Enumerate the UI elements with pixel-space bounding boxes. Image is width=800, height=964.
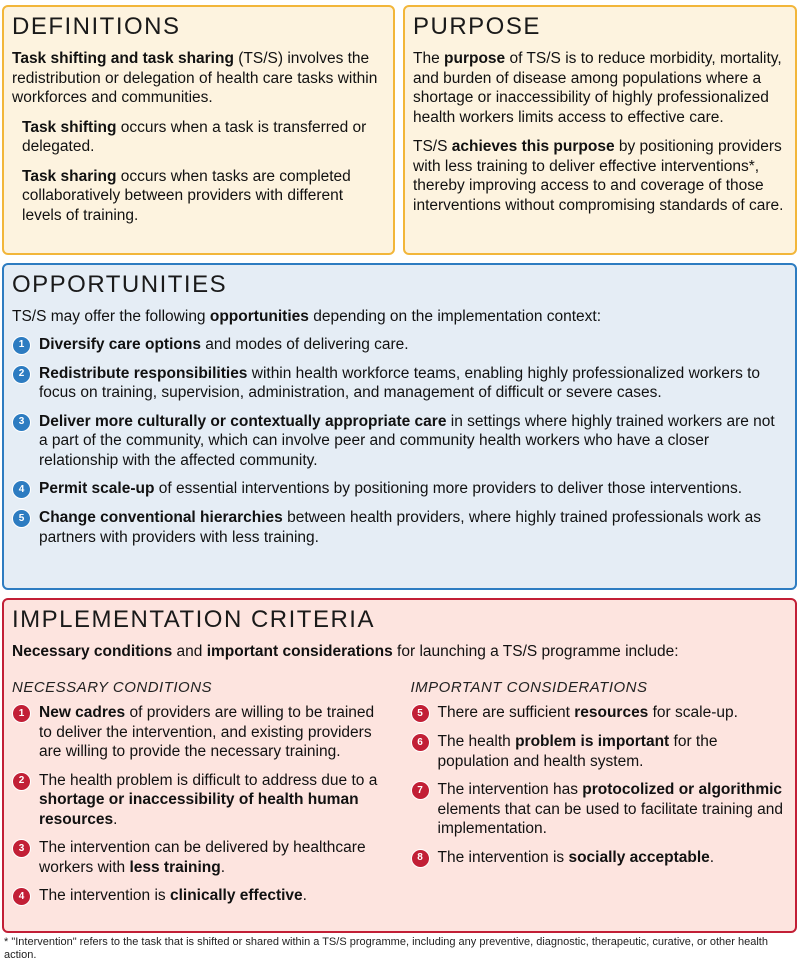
text: elements that can be used to facilitate training and implementation. [437, 800, 784, 837]
necessary-conditions-column [12, 678, 389, 916]
purpose-paragraph [413, 49, 787, 127]
opportunities-title: OPPORTUNITIES [12, 271, 228, 298]
text: occurs when a task is transferred or delegated. [22, 118, 367, 155]
text: The intervention is [437, 848, 569, 866]
opportunities-list [12, 335, 787, 548]
text: between health providers, where highly trained professionals work as partners with providers with less training. [39, 509, 761, 546]
item-text [438, 780, 788, 839]
list-item [12, 886, 389, 906]
text: depending on the implementation context: [308, 308, 602, 325]
bold-text: New cadres [39, 704, 126, 721]
definition-ts-s [12, 49, 385, 108]
number-badge: 8 [411, 849, 430, 868]
list-item [12, 335, 787, 355]
necessary-conditions-list [12, 703, 389, 906]
text: The [413, 50, 445, 67]
text: . [709, 848, 715, 866]
number-badge: 2 [12, 365, 31, 384]
bold-text: achieves this purpose [451, 138, 615, 155]
text: The intervention is [39, 887, 170, 904]
number-badge: 5 [411, 704, 430, 723]
text: . [220, 858, 226, 876]
definitions-panel [2, 5, 395, 255]
list-item [411, 848, 788, 868]
text: occurs when tasks are completed collaboratively between providers with different levels of training. [22, 167, 351, 224]
bold-text: shortage or inaccessibility of health human resources [39, 791, 359, 828]
bold-text: Change conventional hierarchies [39, 509, 283, 526]
list-item [12, 364, 787, 403]
text: The health [437, 733, 516, 750]
number-badge: 4 [12, 887, 31, 906]
implementation-title: IMPLEMENTATION CRITERIA [12, 606, 375, 633]
purpose-paragraph [413, 137, 787, 215]
item-text [39, 703, 389, 762]
list-item [12, 479, 787, 499]
number-badge: 3 [12, 839, 31, 858]
number-badge: 6 [411, 733, 430, 752]
text: by positioning providers with less training to deliver effective interventions*, thereby improving access to and coverage of those interventions without compromising standards of care. [413, 138, 784, 214]
list-item [12, 703, 389, 762]
text: The intervention can be delivered by healthcare workers with [39, 839, 366, 876]
item-text [39, 886, 307, 906]
bold-text: Task shifting [22, 118, 117, 136]
important-considerations-column [411, 678, 788, 916]
implementation-panel [2, 598, 797, 933]
number-badge: 3 [12, 413, 31, 432]
text: . [113, 810, 118, 828]
footnote: * "Intervention" refers to the task that is shifted or shared within a TS/S programme, including any preventive, diagnostic, therapeutic, curative, or other health action. [4, 936, 768, 961]
item-text [39, 771, 389, 830]
item-text [39, 335, 409, 355]
text: for the population and health system. [437, 733, 718, 770]
text: The health problem is difficult to address due to a [39, 771, 378, 789]
bold-text: purpose [444, 50, 506, 67]
bold-text: Diversify care options [39, 335, 201, 353]
text: of essential interventions by positioning more providers to deliver those interventions. [154, 480, 743, 497]
list-item [411, 732, 788, 771]
text: of TS/S is to reduce morbidity, mortality, and burden of disease among populations where a shortage or inaccessibility of highly professionalized health workers limits access to effective care. [413, 50, 782, 126]
definition-task-shifting [22, 118, 385, 157]
bold-text: socially acceptable [568, 848, 710, 866]
text: and modes of delivering care. [200, 335, 409, 353]
bold-text: Redistribute responsibilities [39, 364, 248, 382]
item-text [39, 838, 389, 877]
bold-text: opportunities [209, 308, 309, 325]
text: TS/S may offer the following [12, 308, 210, 325]
text: within health workforce teams, enabling highly professionalized workers to focus on training, supervision, administration, and management of difficult or severe cases. [39, 364, 761, 401]
bold-text: Task shifting and task sharing [12, 50, 234, 67]
purpose-title: PURPOSE [413, 13, 541, 40]
number-badge: 1 [12, 704, 31, 723]
text: (TS/S) involves the redistribution or delegation of health care tasks within workforces and communities. [12, 50, 378, 106]
definition-task-sharing [22, 167, 385, 226]
text: . [302, 887, 307, 904]
item-text [39, 412, 787, 471]
bold-text: clinically effective [169, 887, 303, 904]
bold-text: important considerations [206, 643, 393, 660]
text: TS/S [413, 138, 452, 155]
text: and [172, 643, 207, 660]
bold-text: resources [574, 704, 649, 721]
number-badge: 7 [411, 781, 430, 800]
bold-text: Task sharing [22, 167, 117, 185]
text: for scale-up. [648, 704, 738, 721]
bold-text: problem is important [515, 733, 670, 750]
important-considerations-list [411, 703, 788, 868]
definitions-title: DEFINITIONS [12, 13, 181, 40]
text: of providers are willing to be trained to deliver the intervention, and existing providers are willing to provide the necessary training. [39, 704, 375, 760]
list-item [411, 780, 788, 839]
necessary-conditions-heading: NECESSARY CONDITIONS [12, 678, 213, 696]
item-text [39, 364, 787, 403]
list-item [12, 771, 389, 830]
important-considerations-heading: IMPORTANT CONSIDERATIONS [410, 678, 648, 696]
opportunities-intro [12, 307, 787, 327]
list-item [12, 508, 787, 547]
bold-text: Deliver more culturally or contextually appropriate care [39, 412, 447, 430]
bold-text: less training [129, 858, 221, 876]
number-badge: 1 [12, 336, 31, 355]
bold-text: Necessary conditions [12, 643, 173, 660]
item-text [39, 508, 787, 547]
bold-text: protocolized or algorithmic [582, 781, 783, 798]
text: The intervention has [437, 781, 583, 798]
purpose-panel [403, 5, 797, 255]
text: for launching a TS/S programme include: [392, 643, 679, 660]
bold-text: Permit scale-up [39, 480, 155, 497]
list-item [411, 703, 788, 723]
item-text [39, 479, 742, 499]
item-text [438, 732, 788, 771]
list-item [12, 412, 787, 471]
number-badge: 2 [12, 772, 31, 791]
number-badge: 4 [12, 480, 31, 499]
text: There are sufficient [437, 704, 575, 721]
opportunities-panel [2, 263, 797, 590]
implementation-intro [12, 642, 787, 662]
number-badge: 5 [12, 509, 31, 528]
list-item [12, 838, 389, 877]
item-text [438, 848, 715, 868]
item-text [438, 703, 738, 723]
text: in settings where highly trained workers are not a part of the community, which can involve peer and community health workers who have a closer relationship with the affected community. [39, 412, 775, 469]
